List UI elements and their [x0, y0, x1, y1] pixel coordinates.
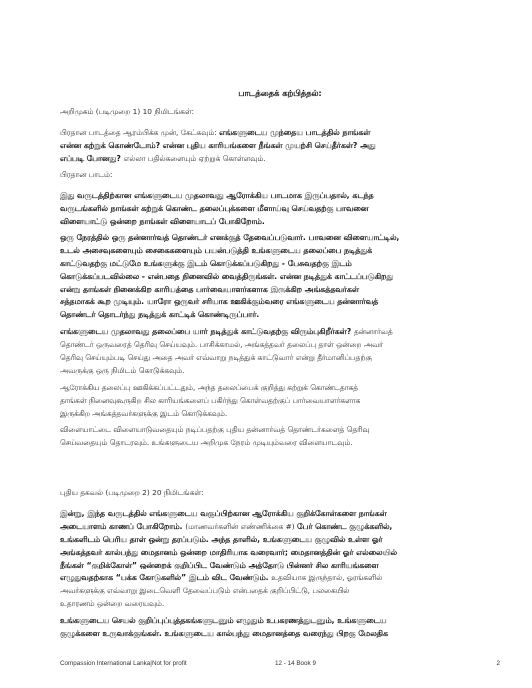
text-run: உதவியாக இருந்தால், ஓரங்களில்	[271, 573, 383, 583]
bold-text-run: உங்களிடம் பெரிய தாள் ஒன்று தரப்படும். அந்த தாளில், உங்களுடைய குழுவில் உள்ள ஓர்	[60, 534, 383, 544]
footer-book: 12 - 14 Book 9	[275, 660, 316, 667]
page-title: பாடத்தைக் கற்பித்தல்:	[238, 88, 322, 98]
text-line	[60, 544, 500, 557]
text-line	[60, 323, 500, 336]
text-run: அறிமுகம் (படிமுறை 1) 10 நிமிடங்கள்:	[60, 107, 194, 116]
text-line	[60, 242, 500, 255]
text-line	[60, 281, 500, 294]
text-line	[60, 484, 500, 497]
text-line	[60, 625, 500, 638]
paragraph	[60, 229, 500, 319]
text-line	[60, 582, 500, 595]
text-line	[60, 200, 500, 213]
paragraph	[60, 103, 500, 116]
text-line	[60, 518, 500, 531]
text-line	[60, 405, 500, 418]
bold-text-run: வருடங்களில் நாங்கள் கற்றுக் கொண்ட தலைப்புக்களை மீளாய்வு செய்வதற்கு பாவனை	[60, 203, 369, 213]
text-run: செய்வதையும் தொடரவும். உங்களுடைய அறிமுக நேரம் முடியும்வரை விளையாடவும்.	[60, 437, 353, 447]
bold-text-run: எங்களுடைய முந்தைய பாடத்தில் நாங்கள்	[219, 128, 371, 137]
paragraph	[60, 421, 500, 447]
paragraph	[60, 379, 500, 418]
text-run: ஆரோக்கிய தலைப்பு ஊகிக்கப்பட்டதும், அந்த தலைப்பைக் குறித்து கற்றுக் கொண்டதாகத்	[60, 383, 359, 392]
text-run: (மாணவர்களின் எண்ணிக்கை #)	[185, 521, 298, 531]
text-run: அவர்களுக்கு எவ்வாறு இடைவெளி தேவைப்படும் என்பதைக் குறிப்பிட்டு, பலகையில்	[60, 586, 350, 596]
bold-text-run: உடல் அசைவுகளையும் சைகைகளையும் பயன்படுத்தி உங்களுடைய தலைப்பை நடித்துக்	[60, 245, 373, 255]
bold-text-run: எப்படி போனது?	[60, 153, 124, 163]
text-run: தாங்கள் நினைவுகூருகிற சில காரியங்களைப் பகிர்ந்து கொள்வதற்குப் பார்வையாளர்களாக	[60, 395, 361, 405]
text-line	[60, 213, 500, 226]
paragraph	[60, 166, 500, 179]
text-line	[60, 557, 500, 570]
text-line	[60, 150, 500, 163]
text-run: விளையாட்டை விளையாடுவதையும் நடிப்பதற்கு புதிய தன்னார்வத் தொண்டர்களைத் தெரிவு	[60, 425, 370, 434]
text-line	[60, 137, 500, 150]
bold-text-run: ஒரு நேரத்தில் ஒரு தன்னார்வத் தொண்டர் எனக்குத் தேவைப்படுவார். பாவனை விளையாட்டில்,	[60, 233, 400, 242]
bold-text-run: காட்டுவதற்கு மட்டுமே உங்களுக்கு இடம் கொடுக்கப்படுகிறது - பேசுவதற்கு இடம்	[60, 258, 352, 268]
text-line	[60, 421, 500, 434]
paragraph	[60, 505, 500, 608]
text-run: தொண்டர் ஒருவரைத் தெரிவு செய்யவும். பாசிக்காமல், அங்கத்தவர் தலைப்பு தாள் ஒன்றை அவர்	[60, 339, 383, 349]
text-line	[60, 531, 500, 544]
text-line	[60, 166, 500, 179]
text-line	[60, 595, 500, 608]
text-run: பிரதான பாடம்:	[60, 170, 113, 179]
bold-text-run: நீங்கள் “குறிக்கோள்” ஒன்றைக் குறிப்பிட வேண்டும் அத்தோடு பின்னர் சில காரியங்களை	[60, 560, 379, 570]
text-line	[60, 255, 500, 268]
bold-text-run: குழுக்களை உருவாக்குங்கள். உங்களுடைய கால்பந்து மைதானத்தை வரைந்து பிறகு மேலதிக	[60, 628, 388, 638]
text-run: எல்லா பதில்களையும் ஏற்றுக் கொள்ளவும்.	[123, 153, 266, 163]
text-line	[60, 268, 500, 281]
paragraph	[60, 484, 500, 497]
text-line	[60, 434, 500, 447]
bold-text-run: என்ன கற்றுக் கொண்டோம்? என்ன புதிய காரியங்களை நீங்கள் முயற்சி செய்தீர்கள்? அது	[60, 140, 376, 150]
text-line	[60, 336, 500, 349]
bold-text-run: எங்களுடைய முதலாவது தலைப்பை யார் நடித்துக் காட்டுவதற்கு விரும்புகிறீர்கள்?	[60, 327, 354, 336]
bold-text-run: கொடுக்கப்படவில்லை - என்பதை நினைவில் வைத்திருங்கள். என்ன நடித்துக் காட்டப்படுகிறது	[60, 271, 394, 281]
bold-text-run: இன்று, இந்த வருடத்தில் எங்களுடைய வகுப்பிற்கான ஆரோக்கிய குறிக்கோள்களை நாங்கள்	[60, 509, 387, 518]
bold-text-run: அங்கத்தவர் கால்பந்து மைதானம் ஒன்றை மாதிரியாக வரைவார்; மைதானத்தின் ஓர் எல்லையில்	[60, 547, 397, 557]
paragraph	[60, 124, 500, 163]
bold-text-run: எழுதுவதற்காக “பக்க கோடுகளில்” இடம் விட வேண்டும்.	[60, 573, 272, 583]
text-run: பிரதான பாடத்தை ஆரம்பிக்க முன், கேட்கவும்:	[60, 128, 220, 137]
text-line	[60, 379, 500, 392]
bold-text-run: சத்தமாகக் கூற முடியும். யாரோ ஒருவர் சரியாக ஊகிக்கும்வரை எங்களுடைய தன்னார்வத்	[60, 297, 379, 307]
bold-text-run: இது வருடத்திற்கான எங்களுடைய முதலாவது ஆரோக்கிய பாடமாக இருப்பதால், கடந்த	[60, 191, 374, 200]
text-run: தெரிவு செய்யும்படி செய்து அதை அவர் எவ்வாறு நடித்துக் காட்டுவார் என்று தீர்மானிப்பதற்கு	[60, 352, 372, 362]
text-run: இருக்கிற அங்கத்தவர்களுக்கு இடம் கொடுக்கவும்.	[60, 408, 228, 418]
text-run: உதாரணம் ஒன்றை வரையவும்.	[60, 599, 165, 609]
paragraph	[60, 323, 500, 375]
bold-text-run: என்று தாங்கள் நினைக்கிற காரியத்தை பார்வையாளர்களாக இருக்கிற அங்கத்தவர்கள்	[60, 284, 359, 294]
text-line	[60, 612, 500, 625]
bold-text-run: விளையாட்டு ஒன்றை நாங்கள் விளையாடப் போகிறோம்.	[60, 216, 265, 226]
text-run: புதிய தகவல் (படிமுறை 2) 20 நிமிடங்கள்:	[60, 488, 204, 497]
text-line	[60, 306, 500, 319]
paragraph	[60, 187, 500, 226]
bold-text-run: உங்களுடைய செயல் குறிப்புப்புத்தகங்களுடனும் எழுதும் உபகரணத்துடனும், உங்களுடைய	[60, 616, 387, 625]
paragraph	[60, 612, 500, 638]
text-line	[60, 293, 500, 306]
footer-organization: Compassion International Lanka|Not for profit	[60, 660, 187, 667]
footer-page-number: 2	[496, 660, 500, 667]
text-line	[60, 103, 500, 116]
text-line	[60, 505, 500, 518]
text-line	[60, 569, 500, 582]
text-line	[60, 349, 500, 362]
text-line	[60, 362, 500, 375]
bold-text-run: தொண்டர் தொடர்ந்து நடித்துக் காட்டிக் கொண்டிருப்பார்.	[60, 310, 260, 320]
bold-text-run: பேர் கொண்ட குழுக்களில்,	[297, 521, 393, 531]
text-line	[60, 124, 500, 137]
page-footer	[60, 660, 500, 672]
text-run: தன்னார்வத்	[353, 327, 393, 336]
bold-text-run: அடையாளம் காணப் போகிறோம்.	[60, 521, 186, 531]
text-run: அவருக்கு ஒரு நிமிடம் கொடுக்கவும்.	[60, 365, 185, 375]
text-line	[60, 392, 500, 405]
text-line	[60, 187, 500, 200]
text-line	[60, 229, 500, 242]
